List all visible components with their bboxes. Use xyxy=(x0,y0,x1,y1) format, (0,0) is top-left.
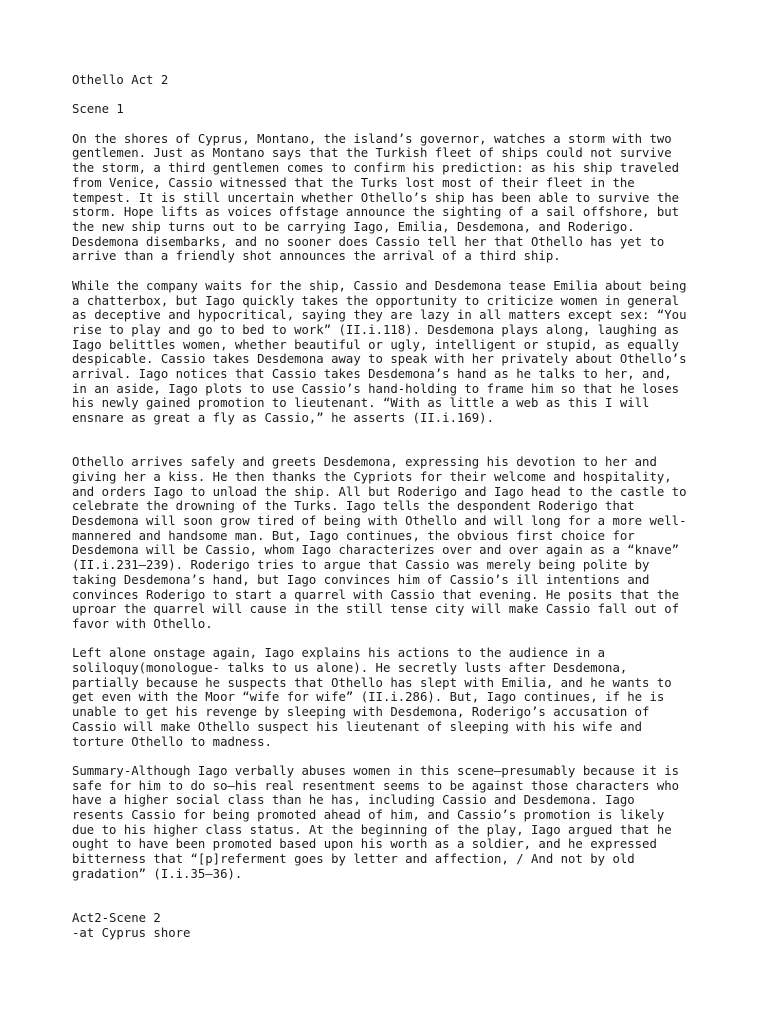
scene-heading: Scene 1 xyxy=(72,102,124,117)
spacer xyxy=(72,88,708,103)
spacer xyxy=(72,749,708,764)
paragraph-5: Summary-Although Iago verbally abuses women in this scene—presumably because it is safe for him to do so—his real resentment seems to be against those characters who have a higher social class than he has, including Cassio and Desdemona. Iago resents Cassio for being promoted ahead of him, and Cassio’s promotion is likely due to his higher class status. At the beginning of the play, Iago argued that he ought to have been promoted based upon his worth as a soldier, and he expressed bitterness that “[p]referment goes by letter and affection, / And not by old gradation” (I.i.35–36). xyxy=(72,763,680,881)
spacer xyxy=(72,426,708,455)
document-title: Othello Act 2 xyxy=(72,73,169,87)
next-scene-heading: Act2-Scene 2 xyxy=(72,910,161,925)
next-scene-subheading: -at Cyprus shore xyxy=(72,925,191,940)
spacer xyxy=(72,632,708,647)
spacer xyxy=(72,264,708,279)
spacer xyxy=(72,882,708,911)
paragraph-1: On the shores of Cyprus, Montano, the island’s governor, watches a storm with two gentlemen. Just as Montano says that the Turkish fleet of ships could not survive the storm, a third gentlemen comes to confirm his prediction: as his ship traveled from Venice, Cassio witnessed that the Turks lost most of their fleet in the tempest. It is still uncertain whether Othello’s ship has been able to survive the storm. Hope lifts as voices offstage announce the sighting of a sail offshore, but the new ship turns out to be carrying Iago, Emilia, Desdemona, and Roderigo. Desdemona disembarks, and no sooner does Cassio tell her that Othello has yet to arrive than a friendly shot announces the arrival of a third ship. xyxy=(72,131,680,264)
document-page xyxy=(72,73,708,940)
paragraph-2: While the company waits for the ship, Cassio and Desdemona tease Emilia about being a chatterbox, but Iago quickly takes the opportunity to criticize women in general as deceptive and hypocritical, saying they are lazy in all matters except sex: “You rise to play and go to bed to work” (II.i.118). Desdemona plays along, laughing as Iago belittles women, whether beautiful or ugly, intelligent or stupid, as equally despicable. Cassio takes Desdemona away to speak with her privately about Othello’s arrival. Iago notices that Cassio takes Desdemona’s hand as he talks to her, and, in an aside, Iago plots to use Cassio’s hand-holding to frame him so that he loses his newly gained promotion to lieutenant. “With as little a web as this I will ensnare as great a fly as Cassio,” he asserts (II.i.169). xyxy=(72,278,687,426)
paragraph-3: Othello arrives safely and greets Desdemona, expressing his devotion to her and giving her a kiss. He then thanks the Cypriots for their welcome and hospitality, and orders Iago to unload the ship. All but Roderigo and Iago head to the castle to celebrate the drowning of the Turks. Iago tells the despondent Roderigo that Desdemona will soon grow tired of being with Othello and will long for a more well- mannered and handsome man. But, Iago continues, the obvious first choice for Desdemona will be Cassio, whom Iago characterizes over and over again as a “knave” (II.i.231–239). Roderigo tries to argue that Cassio was merely being polite by taking Desdemona’s hand, but Iago convinces him of Cassio’s ill intentions and convinces Roderigo to start a quarrel with Cassio that evening. He posits that the uproar the quarrel will cause in the still tense city will make Cassio fall out of favor with Othello. xyxy=(72,455,687,631)
spacer xyxy=(72,117,708,132)
paragraph-4: Left alone onstage again, Iago explains his actions to the audience in a soliloquy(monologue- talks to us alone). He secretly lusts after Desdemona, partially because he suspects that Othello has slept with Emilia, and he wants to get even with the Moor “wife for wife” (II.i.286). But, Iago continues, if he is unable to get his revenge by sleeping with Desdemona, Roderigo’s accusation of Cassio will make Othello suspect his lieutenant of sleeping with his wife and torture Othello to madness. xyxy=(72,646,672,749)
